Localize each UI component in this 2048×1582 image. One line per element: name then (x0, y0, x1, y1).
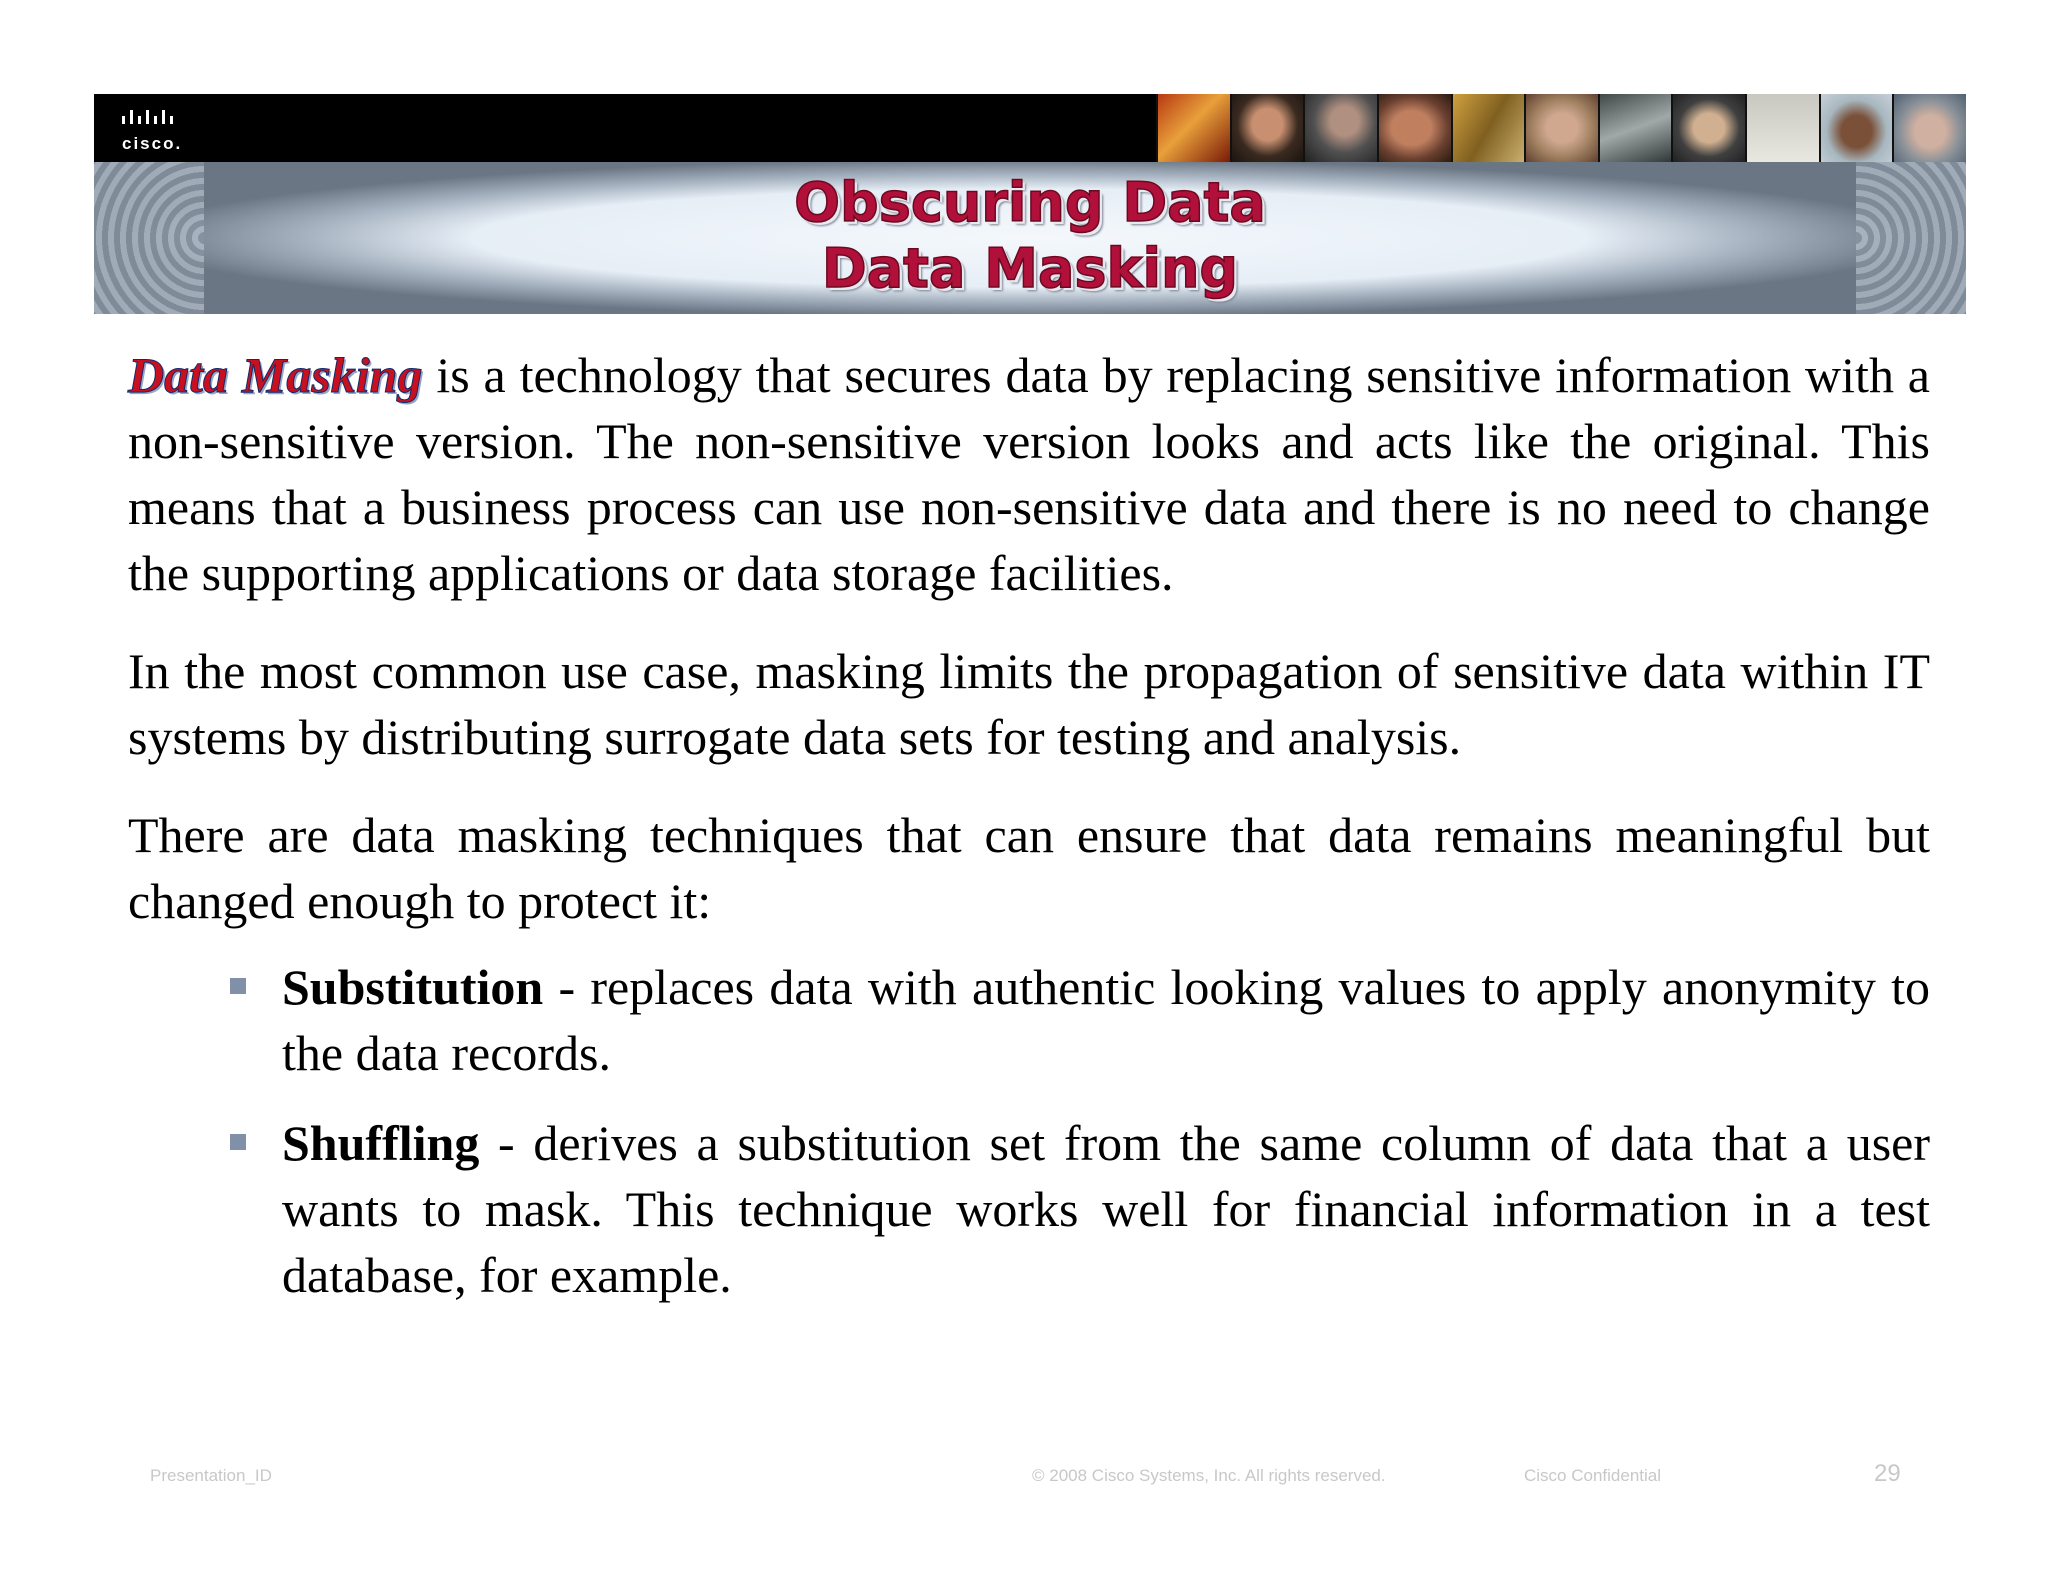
photo-image (1156, 94, 1230, 162)
cisco-wordmark: cisco. (122, 134, 183, 153)
slide-body (128, 342, 1930, 1332)
footer-confidential: Cisco Confidential (1524, 1466, 1662, 1485)
header-bar (94, 94, 1966, 162)
photo-image (1745, 94, 1819, 162)
paragraph-definition (128, 342, 1930, 606)
square-bullet-icon (230, 978, 246, 994)
list-item (282, 1110, 1930, 1308)
paragraph-techniques: There are data masking techniques that can ensure that data remains meaningful but changed enough to protect it: (128, 807, 1930, 929)
paragraph-use-case: In the most common use case, masking limits the propagation of sensitive data within IT systems by distributing surrogate data sets for testing and analysis. (128, 643, 1930, 765)
list-item (282, 954, 1930, 1086)
footer-copyright: © 2008 Cisco Systems, Inc. All rights reserved. (1032, 1466, 1386, 1485)
footer-presentation-id: Presentation_ID (150, 1466, 272, 1485)
technique-term: Substitution (282, 959, 544, 1015)
photo-image (1819, 94, 1893, 162)
photo-image (1671, 94, 1745, 162)
technique-term: Shuffling (282, 1115, 480, 1171)
photo-image (1892, 94, 1966, 162)
title-line-2: Data Masking (821, 237, 1239, 300)
photo-image (1451, 94, 1525, 162)
page-number: 29 (1874, 1460, 1901, 1487)
photo-image (1230, 94, 1304, 162)
title-banner (94, 162, 1966, 314)
cisco-bars-icon (120, 104, 200, 130)
square-bullet-icon (230, 1134, 246, 1150)
slide-title (94, 170, 1966, 302)
title-line-1: Obscuring Data (794, 171, 1266, 234)
photo-image (1303, 94, 1377, 162)
technique-text: - replaces data with authentic looking values to apply anonymity to the data records. (282, 959, 1930, 1081)
photo-strip (1156, 94, 1966, 162)
photo-image (1598, 94, 1672, 162)
paragraph-text: is a technology that secures data by replacing sensitive information with a non-sensitive version. The non-sensitive version looks and acts like the original. This means that a business process can use non-sensitive data and there is no need to change the supporting applications or data storage facilities. (128, 347, 1930, 601)
technique-text: - derives a substitution set from the same column of data that a user wants to mask. This technique works well for financial information in a test database, for example. (282, 1115, 1930, 1303)
term-data-masking: Data Masking (128, 347, 423, 403)
technique-list (128, 954, 1930, 1308)
cisco-logo (120, 104, 210, 154)
photo-image (1524, 94, 1598, 162)
photo-image (1377, 94, 1451, 162)
